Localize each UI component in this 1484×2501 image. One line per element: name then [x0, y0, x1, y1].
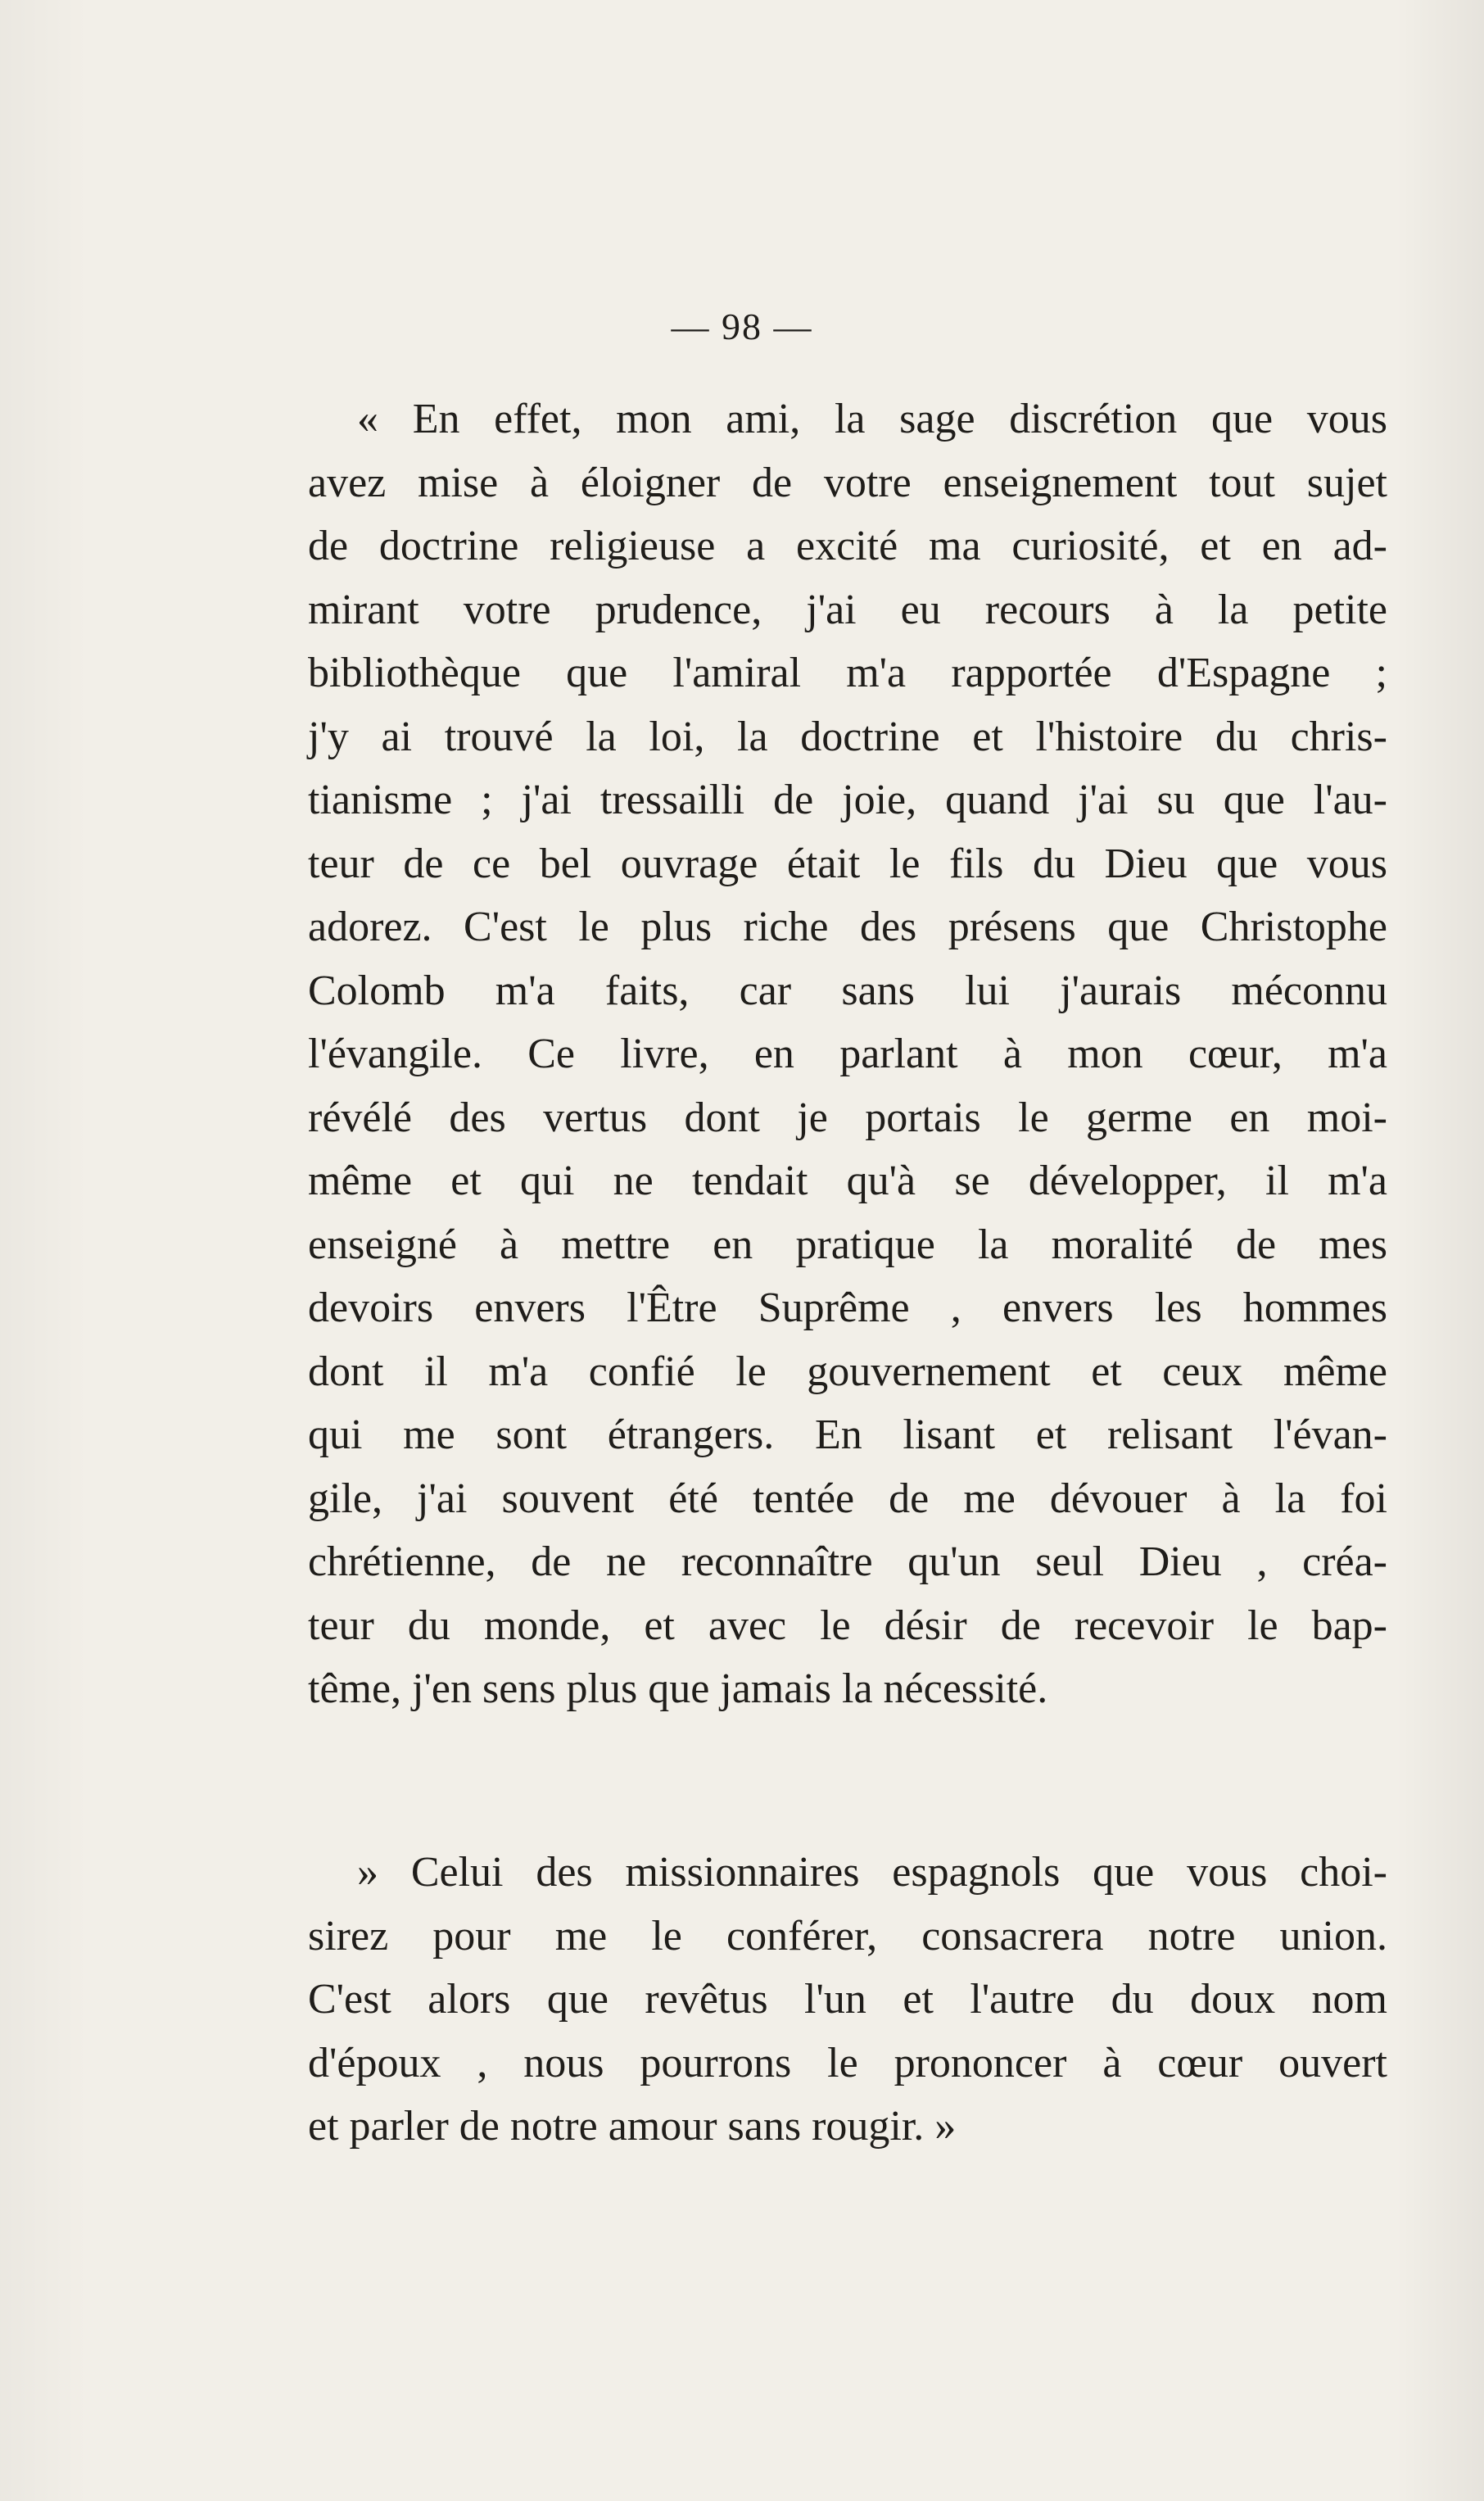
- text-line: sirez pour me le conférer, consacrera notre union.: [308, 1912, 1387, 1960]
- text-line: qui me sont étrangers. En lisant et relisant l'évan-: [308, 1411, 1387, 1458]
- text-line: dont il m'a confié le gouvernement et ceux même: [308, 1348, 1387, 1395]
- text-line: chrétienne, de ne reconnaître qu'un seul Dieu , créa-: [308, 1538, 1387, 1585]
- paragraph-1: [308, 387, 1387, 1721]
- text-line: teur de ce bel ouvrage était le fils du Dieu que vous: [308, 840, 1387, 887]
- text-line: devoirs envers l'Être Suprême , envers les hommes: [308, 1284, 1387, 1331]
- text-line: tême, j'en sens plus que jamais la nécessité.: [308, 1665, 1048, 1712]
- paragraph-2: [308, 1841, 1387, 2159]
- page-number: — 98 —: [671, 306, 813, 347]
- text-line: » Celui des missionnaires espagnols que vous choi-: [357, 1849, 1387, 1896]
- text-line: C'est alors que revêtus l'un et l'autre du doux nom: [308, 1976, 1387, 2023]
- text-line: teur du monde, et avec le désir de recevoir le bap-: [308, 1602, 1387, 1649]
- text-line: adorez. C'est le plus riche des présens que Christophe: [308, 904, 1387, 950]
- text-line: j'y ai trouvé la loi, la doctrine et l'histoire du chris-: [308, 713, 1387, 760]
- text-line: et parler de notre amour sans rougir. »: [308, 2103, 957, 2150]
- text-line: d'époux , nous pourrons le prononcer à cœur ouvert: [308, 2039, 1387, 2086]
- text-line: Colomb m'a faits, car sans lui j'aurais méconnu: [308, 967, 1387, 1014]
- text-line: de doctrine religieuse a excité ma curiosité, et en ad-: [308, 523, 1387, 569]
- text-line: tianisme ; j'ai tressailli de joie, quand j'ai su que l'au-: [308, 777, 1387, 823]
- text-line: « En effet, mon ami, la sage discrétion que vous: [357, 396, 1387, 442]
- text-line: gile, j'ai souvent été tentée de me dévouer à la foi: [308, 1475, 1387, 1522]
- text-line: même et qui ne tendait qu'à se développer, il m'a: [308, 1158, 1387, 1204]
- text-line: mirant votre prudence, j'ai eu recours à la petite: [308, 586, 1387, 633]
- text-line: révélé des vertus dont je portais le germe en moi-: [308, 1094, 1387, 1141]
- text-line: avez mise à éloigner de votre enseignement tout sujet: [308, 459, 1387, 506]
- text-line: bibliothèque que l'amiral m'a rapportée d'Espagne ;: [308, 650, 1387, 696]
- text-line: enseigné à mettre en pratique la moralité de mes: [308, 1221, 1387, 1268]
- text-line: l'évangile. Ce livre, en parlant à mon cœur, m'a: [308, 1031, 1387, 1077]
